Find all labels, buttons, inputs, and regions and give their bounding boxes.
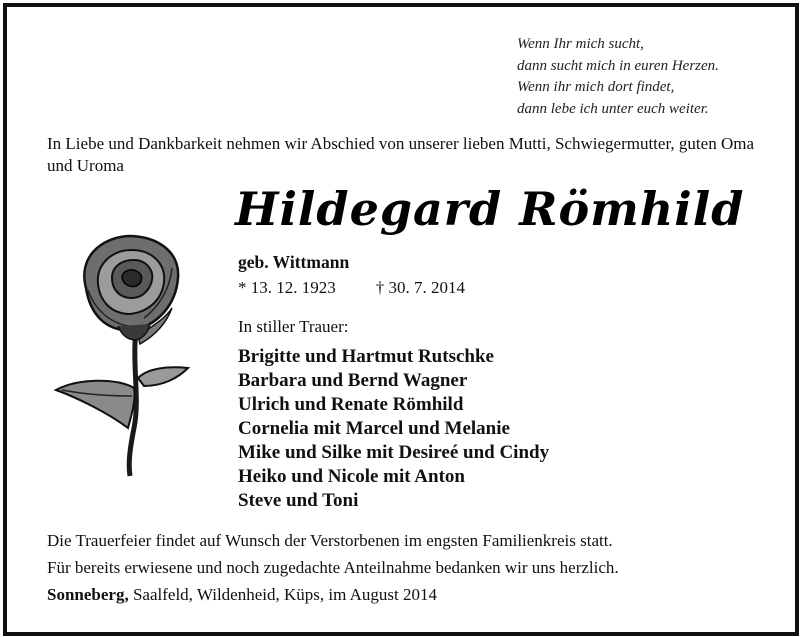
intro-text: In Liebe und Dankbarkeit nehmen wir Abschied von unserer lieben Mutti, Schwiegermutter, guten Oma und Uroma — [47, 134, 754, 175]
family-member: Barbara und Bernd Wagner — [238, 370, 468, 391]
rose-icon — [48, 228, 198, 478]
poem-line: Wenn ihr mich dort findet, — [517, 79, 675, 95]
life-dates — [238, 278, 465, 298]
family-member: Heiko und Nicole mit Anton — [238, 466, 465, 487]
family-member: Mike und Silke mit Desireé und Cindy — [238, 442, 550, 463]
family-list — [238, 345, 549, 513]
poem — [517, 34, 719, 120]
poem-line: Wenn Ihr mich sucht, — [517, 36, 644, 52]
born-name: geb. Wittmann — [238, 252, 350, 272]
mourning-label: In stiller Trauer: — [238, 317, 349, 336]
place-main: Sonneberg, — [47, 585, 129, 604]
poem-line: dann sucht mich in euren Herzen. — [517, 57, 719, 74]
deceased-name: Hildegard Römhild — [235, 182, 745, 236]
closing-text — [47, 527, 619, 608]
family-member: Ulrich und Renate Römhild — [238, 394, 464, 415]
family-member: Brigitte und Hartmut Rutschke — [238, 346, 494, 367]
family-member: Steve und Toni — [238, 490, 359, 511]
death-date: † 30. 7. 2014 — [375, 278, 465, 297]
family-member: Cornelia mit Marcel und Melanie — [238, 418, 510, 439]
place-date-line — [47, 581, 619, 608]
closing-line: Die Trauerfeier findet auf Wunsch der Verstorbenen im engsten Familienkreis statt. — [47, 531, 613, 550]
birth-date: * 13. 12. 1923 — [238, 278, 336, 297]
place-rest: Saalfeld, Wildenheid, Küps, im August 2014 — [128, 585, 438, 604]
closing-line: Für bereits erwiesene und noch zugedachte Anteilnahme bedanken wir uns herzlich. — [47, 558, 619, 577]
poem-line: dann lebe ich unter euch weiter. — [517, 100, 709, 117]
